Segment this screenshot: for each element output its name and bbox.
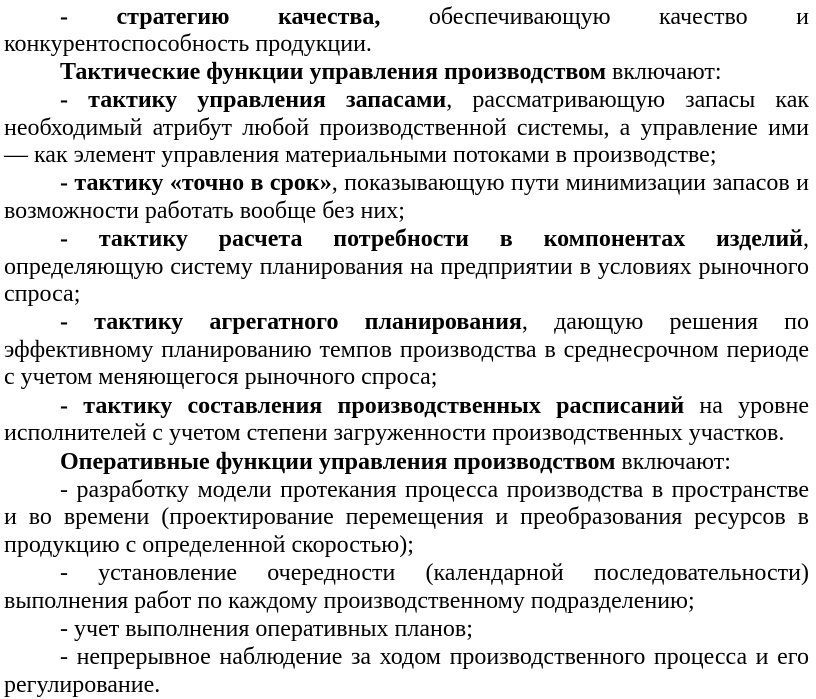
paragraph-process-monitoring <box>4 644 809 699</box>
paragraph-text: - учет выполнения оперативных планов; <box>60 615 473 642</box>
bold-term: Тактические функции управления производством <box>60 58 607 85</box>
paragraph-strategy-quality <box>4 4 809 59</box>
bold-term: - стратегию качества, <box>60 4 381 30</box>
paragraph-text: - разработку модели протекания процесса производства в пространстве и во времени (проектирование перемещения и преобразования ресурсов в продукцию с определенной скоростью); <box>4 476 809 558</box>
paragraph-text: , показывающую пути минимизации запасов и возможности работать вообще без них; <box>4 170 810 224</box>
paragraph-plan-accounting <box>4 616 809 643</box>
bold-term: - тактику составления производственных расписаний <box>60 392 685 419</box>
paragraph-text: на уровне исполнителей с учетом степени загруженности производственных участков. <box>4 392 809 447</box>
paragraph-component-requirements-tactic <box>4 226 809 308</box>
bold-term: - тактику агрегатного планирования <box>60 309 522 336</box>
paragraph-text: - установление очередности (календарной последовательности) выполнения работ по каждому производственному подразделению; <box>4 560 809 614</box>
bold-term: - тактику расчета потребности в компонентах изделий <box>60 226 803 253</box>
paragraph-text: , определяющую систему планирования на предприятии в условиях рыночного спроса; <box>4 226 809 308</box>
bold-term: - тактику управления запасами <box>60 87 447 114</box>
paragraph-text: обеспечивающую качество и конкурентоспособность продукции. <box>4 4 809 58</box>
paragraph-text: , дающую решения по эффективному планированию темпов производства в среднесрочном периоде с учетом меняющегося рыночного спроса; <box>4 309 809 391</box>
heading-operational-functions <box>4 449 809 476</box>
paragraph-text: включают: <box>615 448 731 475</box>
paragraph-aggregate-planning-tactic <box>4 309 809 391</box>
bold-term: Оперативные функции управления производством <box>60 448 616 475</box>
paragraph-process-model <box>4 477 809 559</box>
paragraph-scheduling-tactic <box>4 393 809 448</box>
heading-tactical-functions <box>4 59 809 86</box>
paragraph-text: - непрерывное наблюдение за ходом производственного процесса и его регулирование. <box>4 644 809 698</box>
paragraph-work-sequence <box>4 560 809 615</box>
paragraph-inventory-tactic <box>4 87 809 169</box>
paragraph-text: , рассматривающую запасы как необходимый атрибут любой производственной системы, а управление ими — как элемент управления материальными потоками в производстве; <box>4 87 809 169</box>
bold-term: - тактику «точно в срок» <box>60 170 332 197</box>
paragraph-just-in-time-tactic <box>4 170 809 225</box>
paragraph-text: включают: <box>606 58 722 85</box>
